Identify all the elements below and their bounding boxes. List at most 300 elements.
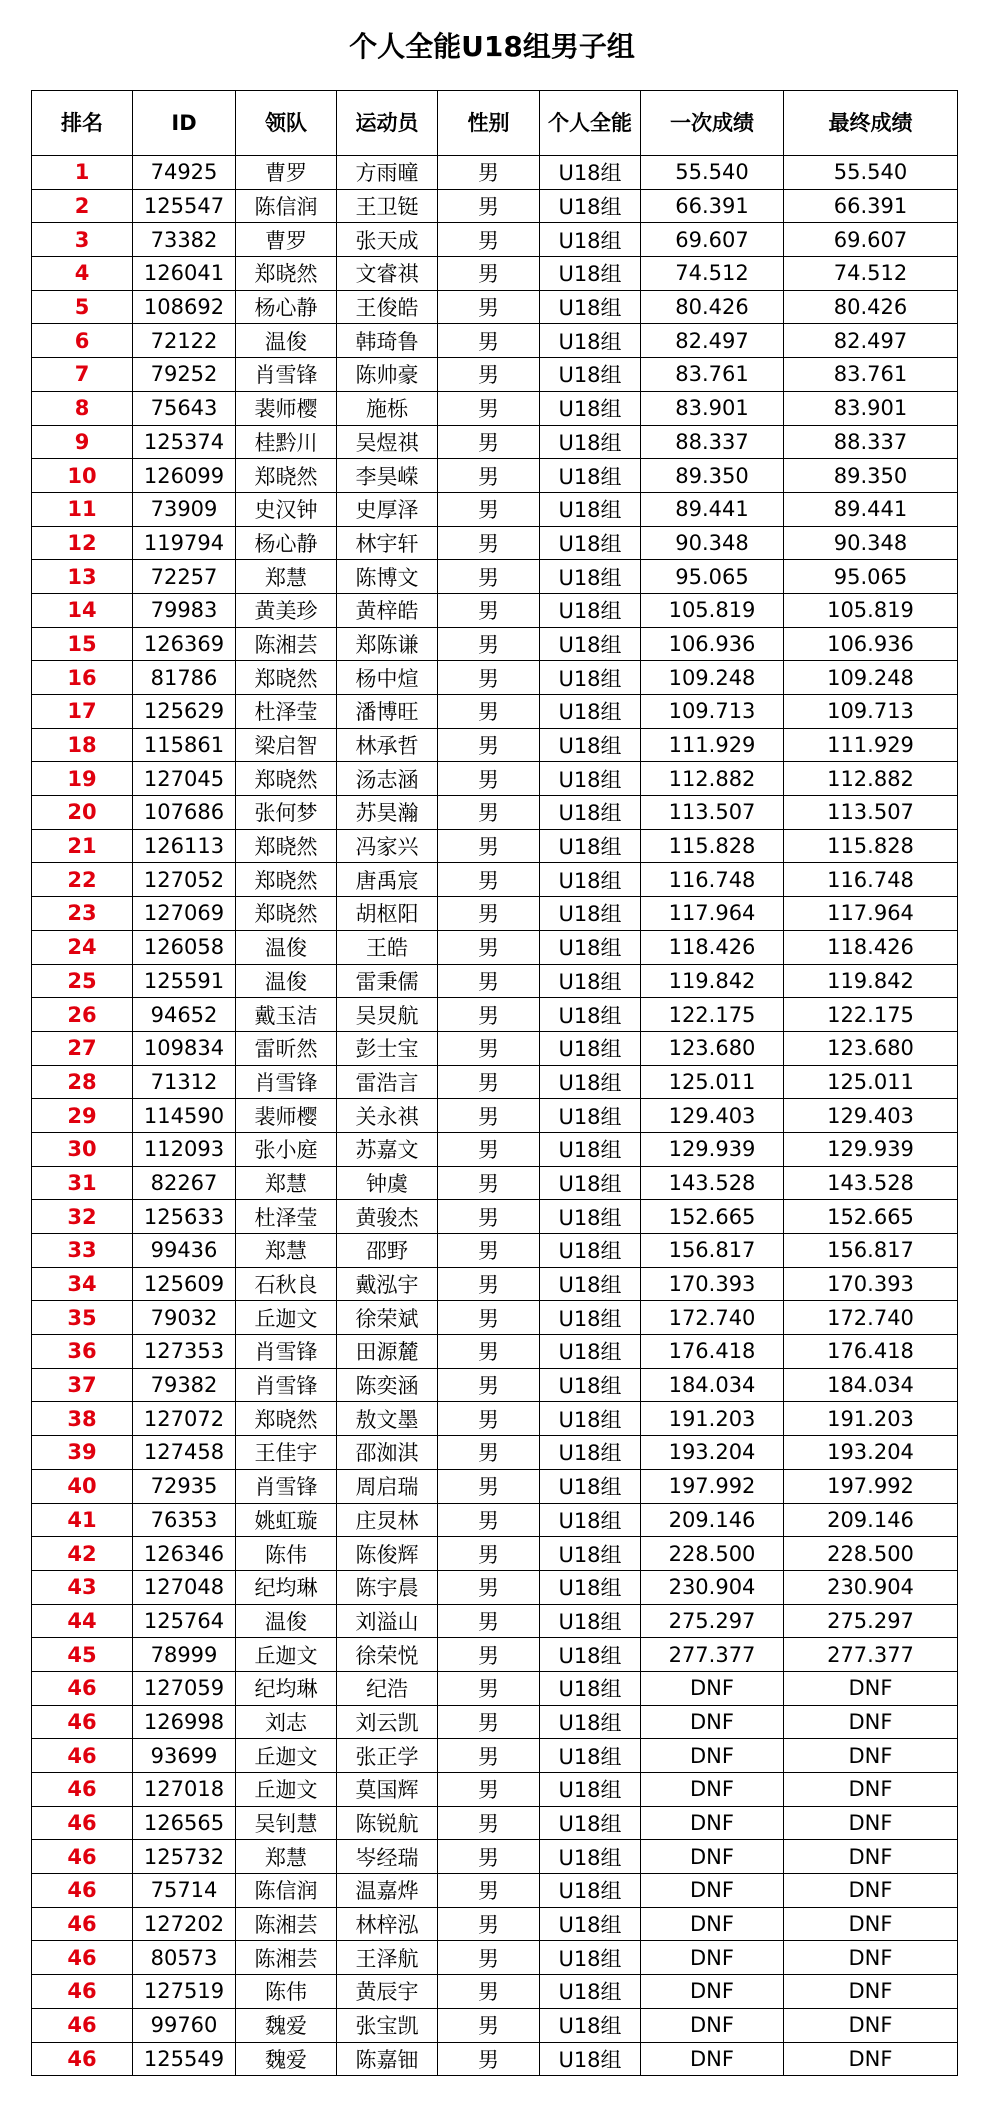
- category-cell: U18组: [540, 1368, 641, 1402]
- final-score-cell: 125.011: [784, 1065, 958, 1099]
- table-row: [32, 1773, 958, 1807]
- table-row: [32, 930, 958, 964]
- gender-cell: 男: [438, 358, 540, 392]
- leader-cell: 肖雪锋: [236, 1368, 337, 1402]
- rank-cell: 35: [32, 1301, 133, 1335]
- category-cell: U18组: [540, 189, 641, 223]
- rank-cell: 26: [32, 998, 133, 1032]
- id-cell: 125764: [133, 1604, 236, 1638]
- gender-cell: 男: [438, 1705, 540, 1739]
- id-cell: 127052: [133, 863, 236, 897]
- category-cell: U18组: [540, 1537, 641, 1571]
- table-row: [32, 156, 958, 190]
- category-cell: U18组: [540, 492, 641, 526]
- final-score-cell: 152.665: [784, 1200, 958, 1234]
- table-row: [32, 796, 958, 830]
- gender-cell: 男: [438, 1537, 540, 1571]
- id-cell: 127069: [133, 897, 236, 931]
- final-score-cell: DNF: [784, 1941, 958, 1975]
- final-score-cell: 119.842: [784, 964, 958, 998]
- table-row: [32, 1570, 958, 1604]
- rank-cell: 46: [32, 1705, 133, 1739]
- id-cell: 126113: [133, 829, 236, 863]
- id-cell: 75714: [133, 1874, 236, 1908]
- table-row: [32, 1503, 958, 1537]
- first-score-cell: 119.842: [641, 964, 784, 998]
- table-row: [32, 1267, 958, 1301]
- table-row: [32, 358, 958, 392]
- rank-cell: 14: [32, 593, 133, 627]
- final-score-cell: 123.680: [784, 1031, 958, 1065]
- rank-cell: 27: [32, 1031, 133, 1065]
- rank-cell: 46: [32, 2008, 133, 2042]
- athlete-cell: 邵野: [337, 1234, 438, 1268]
- id-cell: 94652: [133, 998, 236, 1032]
- rank-cell: 6: [32, 324, 133, 358]
- first-score-cell: DNF: [641, 2008, 784, 2042]
- leader-cell: 戴玉洁: [236, 998, 337, 1032]
- athlete-cell: 吴炅航: [337, 998, 438, 1032]
- first-score-cell: 115.828: [641, 829, 784, 863]
- rank-cell: 34: [32, 1267, 133, 1301]
- gender-cell: 男: [438, 1267, 540, 1301]
- leader-cell: 郑晓然: [236, 257, 337, 291]
- first-score-cell: 112.882: [641, 762, 784, 796]
- leader-cell: 温俊: [236, 964, 337, 998]
- id-cell: 127018: [133, 1773, 236, 1807]
- table-row: [32, 223, 958, 257]
- leader-cell: 曹罗: [236, 156, 337, 190]
- athlete-cell: 陈俊辉: [337, 1537, 438, 1571]
- leader-cell: 姚虹璇: [236, 1503, 337, 1537]
- athlete-cell: 陈宇晨: [337, 1570, 438, 1604]
- athlete-cell: 陈锐航: [337, 1806, 438, 1840]
- first-score-cell: 277.377: [641, 1638, 784, 1672]
- rank-cell: 37: [32, 1368, 133, 1402]
- id-cell: 99760: [133, 2008, 236, 2042]
- id-cell: 126565: [133, 1806, 236, 1840]
- rank-cell: 5: [32, 290, 133, 324]
- athlete-cell: 岑经瑞: [337, 1840, 438, 1874]
- final-score-cell: DNF: [784, 2042, 958, 2076]
- table-row: [32, 257, 958, 291]
- first-score-cell: 184.034: [641, 1368, 784, 1402]
- table-row: [32, 324, 958, 358]
- id-cell: 126369: [133, 627, 236, 661]
- first-score-cell: 117.964: [641, 897, 784, 931]
- final-score-cell: 122.175: [784, 998, 958, 1032]
- gender-cell: 男: [438, 290, 540, 324]
- gender-cell: 男: [438, 1065, 540, 1099]
- final-score-cell: DNF: [784, 1671, 958, 1705]
- athlete-cell: 张正学: [337, 1739, 438, 1773]
- id-cell: 114590: [133, 1099, 236, 1133]
- athlete-cell: 潘博旺: [337, 695, 438, 729]
- first-score-cell: DNF: [641, 1739, 784, 1773]
- rank-cell: 46: [32, 1739, 133, 1773]
- id-cell: 127048: [133, 1570, 236, 1604]
- gender-cell: 男: [438, 1941, 540, 1975]
- rank-cell: 46: [32, 1975, 133, 2009]
- table-row: [32, 425, 958, 459]
- first-score-cell: 129.939: [641, 1132, 784, 1166]
- first-score-cell: 123.680: [641, 1031, 784, 1065]
- table-row: [32, 1065, 958, 1099]
- leader-cell: 陈信润: [236, 189, 337, 223]
- id-cell: 76353: [133, 1503, 236, 1537]
- rank-cell: 46: [32, 1773, 133, 1807]
- leader-cell: 魏爱: [236, 2042, 337, 2076]
- category-cell: U18组: [540, 1705, 641, 1739]
- rank-cell: 41: [32, 1503, 133, 1537]
- athlete-cell: 张宝凯: [337, 2008, 438, 2042]
- final-score-cell: 143.528: [784, 1166, 958, 1200]
- leader-cell: 丘迦文: [236, 1739, 337, 1773]
- first-score-cell: 95.065: [641, 560, 784, 594]
- athlete-cell: 莫国辉: [337, 1773, 438, 1807]
- category-cell: U18组: [540, 930, 641, 964]
- id-cell: 126041: [133, 257, 236, 291]
- id-cell: 125547: [133, 189, 236, 223]
- first-score-cell: 55.540: [641, 156, 784, 190]
- table-row: [32, 728, 958, 762]
- final-score-cell: DNF: [784, 1739, 958, 1773]
- first-score-cell: 89.441: [641, 492, 784, 526]
- final-score-cell: DNF: [784, 2008, 958, 2042]
- category-cell: U18组: [540, 1031, 641, 1065]
- table-row: [32, 1874, 958, 1908]
- final-score-cell: 74.512: [784, 257, 958, 291]
- rank-cell: 4: [32, 257, 133, 291]
- id-cell: 126058: [133, 930, 236, 964]
- leader-cell: 杜泽莹: [236, 1200, 337, 1234]
- header-first-score: 一次成绩: [641, 91, 784, 156]
- table-row: [32, 2042, 958, 2076]
- athlete-cell: 陈嘉钿: [337, 2042, 438, 2076]
- id-cell: 71312: [133, 1065, 236, 1099]
- rank-cell: 22: [32, 863, 133, 897]
- final-score-cell: 109.248: [784, 661, 958, 695]
- final-score-cell: 209.146: [784, 1503, 958, 1537]
- id-cell: 119794: [133, 526, 236, 560]
- first-score-cell: 90.348: [641, 526, 784, 560]
- first-score-cell: 228.500: [641, 1537, 784, 1571]
- athlete-cell: 陈奕涵: [337, 1368, 438, 1402]
- rank-cell: 7: [32, 358, 133, 392]
- gender-cell: 男: [438, 1806, 540, 1840]
- rank-cell: 15: [32, 627, 133, 661]
- category-cell: U18组: [540, 728, 641, 762]
- rank-cell: 17: [32, 695, 133, 729]
- first-score-cell: 66.391: [641, 189, 784, 223]
- category-cell: U18组: [540, 560, 641, 594]
- final-score-cell: DNF: [784, 1975, 958, 2009]
- category-cell: U18组: [540, 627, 641, 661]
- first-score-cell: 116.748: [641, 863, 784, 897]
- leader-cell: 郑晓然: [236, 762, 337, 796]
- category-cell: U18组: [540, 1671, 641, 1705]
- id-cell: 82267: [133, 1166, 236, 1200]
- category-cell: U18组: [540, 661, 641, 695]
- athlete-cell: 王卫铤: [337, 189, 438, 223]
- gender-cell: 男: [438, 1739, 540, 1773]
- category-cell: U18组: [540, 1132, 641, 1166]
- table-row: [32, 1469, 958, 1503]
- category-cell: U18组: [540, 1907, 641, 1941]
- leader-cell: 杜泽莹: [236, 695, 337, 729]
- rank-cell: 33: [32, 1234, 133, 1268]
- id-cell: 78999: [133, 1638, 236, 1672]
- gender-cell: 男: [438, 593, 540, 627]
- rank-cell: 13: [32, 560, 133, 594]
- gender-cell: 男: [438, 1031, 540, 1065]
- gender-cell: 男: [438, 1436, 540, 1470]
- id-cell: 107686: [133, 796, 236, 830]
- table-row: [32, 189, 958, 223]
- leader-cell: 裴师樱: [236, 1099, 337, 1133]
- gender-cell: 男: [438, 1604, 540, 1638]
- athlete-cell: 方雨曈: [337, 156, 438, 190]
- athlete-cell: 刘溢山: [337, 1604, 438, 1638]
- final-score-cell: 176.418: [784, 1335, 958, 1369]
- header-row: [32, 91, 958, 156]
- athlete-cell: 苏嘉文: [337, 1132, 438, 1166]
- first-score-cell: 176.418: [641, 1335, 784, 1369]
- final-score-cell: DNF: [784, 1840, 958, 1874]
- table-row: [32, 1200, 958, 1234]
- athlete-cell: 徐荣斌: [337, 1301, 438, 1335]
- gender-cell: 男: [438, 627, 540, 661]
- table-row: [32, 1537, 958, 1571]
- first-score-cell: 118.426: [641, 930, 784, 964]
- rank-cell: 8: [32, 391, 133, 425]
- id-cell: 125549: [133, 2042, 236, 2076]
- gender-cell: 男: [438, 1234, 540, 1268]
- leader-cell: 郑晓然: [236, 661, 337, 695]
- table-row: [32, 1031, 958, 1065]
- first-score-cell: 111.929: [641, 728, 784, 762]
- athlete-cell: 陈帅豪: [337, 358, 438, 392]
- athlete-cell: 施栎: [337, 391, 438, 425]
- leader-cell: 郑慧: [236, 560, 337, 594]
- gender-cell: 男: [438, 1402, 540, 1436]
- gender-cell: 男: [438, 1200, 540, 1234]
- athlete-cell: 纪浩: [337, 1671, 438, 1705]
- category-cell: U18组: [540, 1739, 641, 1773]
- athlete-cell: 温嘉烨: [337, 1874, 438, 1908]
- gender-cell: 男: [438, 998, 540, 1032]
- gender-cell: 男: [438, 1335, 540, 1369]
- rank-cell: 24: [32, 930, 133, 964]
- athlete-cell: 黄骏杰: [337, 1200, 438, 1234]
- athlete-cell: 刘云凯: [337, 1705, 438, 1739]
- rank-cell: 20: [32, 796, 133, 830]
- id-cell: 127519: [133, 1975, 236, 2009]
- category-cell: U18组: [540, 257, 641, 291]
- gender-cell: 男: [438, 728, 540, 762]
- id-cell: 115861: [133, 728, 236, 762]
- table-row: [32, 762, 958, 796]
- leader-cell: 纪均琳: [236, 1671, 337, 1705]
- rank-cell: 38: [32, 1402, 133, 1436]
- id-cell: 73909: [133, 492, 236, 526]
- final-score-cell: 105.819: [784, 593, 958, 627]
- gender-cell: 男: [438, 1671, 540, 1705]
- first-score-cell: 82.497: [641, 324, 784, 358]
- rank-cell: 30: [32, 1132, 133, 1166]
- gender-cell: 男: [438, 526, 540, 560]
- gender-cell: 男: [438, 964, 540, 998]
- rank-cell: 32: [32, 1200, 133, 1234]
- leader-cell: 魏爱: [236, 2008, 337, 2042]
- final-score-cell: 172.740: [784, 1301, 958, 1335]
- rank-cell: 11: [32, 492, 133, 526]
- leader-cell: 陈信润: [236, 1874, 337, 1908]
- gender-cell: 男: [438, 930, 540, 964]
- table-row: [32, 1739, 958, 1773]
- gender-cell: 男: [438, 661, 540, 695]
- rank-cell: 2: [32, 189, 133, 223]
- gender-cell: 男: [438, 257, 540, 291]
- id-cell: 109834: [133, 1031, 236, 1065]
- gender-cell: 男: [438, 863, 540, 897]
- category-cell: U18组: [540, 223, 641, 257]
- rank-cell: 42: [32, 1537, 133, 1571]
- leader-cell: 温俊: [236, 1604, 337, 1638]
- gender-cell: 男: [438, 897, 540, 931]
- first-score-cell: DNF: [641, 2042, 784, 2076]
- athlete-cell: 汤志涵: [337, 762, 438, 796]
- id-cell: 79382: [133, 1368, 236, 1402]
- final-score-cell: 82.497: [784, 324, 958, 358]
- category-cell: U18组: [540, 762, 641, 796]
- category-cell: U18组: [540, 593, 641, 627]
- rank-cell: 31: [32, 1166, 133, 1200]
- final-score-cell: 109.713: [784, 695, 958, 729]
- category-cell: U18组: [540, 1166, 641, 1200]
- athlete-cell: 田源麓: [337, 1335, 438, 1369]
- category-cell: U18组: [540, 2008, 641, 2042]
- athlete-cell: 戴泓宇: [337, 1267, 438, 1301]
- rank-cell: 36: [32, 1335, 133, 1369]
- rank-cell: 46: [32, 1874, 133, 1908]
- athlete-cell: 邵洳淇: [337, 1436, 438, 1470]
- final-score-cell: 193.204: [784, 1436, 958, 1470]
- leader-cell: 杨心静: [236, 290, 337, 324]
- gender-cell: 男: [438, 762, 540, 796]
- athlete-cell: 林梓泓: [337, 1907, 438, 1941]
- leader-cell: 张何梦: [236, 796, 337, 830]
- first-score-cell: 122.175: [641, 998, 784, 1032]
- first-score-cell: 88.337: [641, 425, 784, 459]
- first-score-cell: DNF: [641, 1975, 784, 2009]
- leader-cell: 肖雪锋: [236, 1469, 337, 1503]
- leader-cell: 郑晓然: [236, 863, 337, 897]
- athlete-cell: 韩琦鲁: [337, 324, 438, 358]
- rank-cell: 29: [32, 1099, 133, 1133]
- category-cell: U18组: [540, 1065, 641, 1099]
- gender-cell: 男: [438, 1570, 540, 1604]
- category-cell: U18组: [540, 1604, 641, 1638]
- id-cell: 125629: [133, 695, 236, 729]
- table-row: [32, 1368, 958, 1402]
- first-score-cell: DNF: [641, 1874, 784, 1908]
- table-row: [32, 492, 958, 526]
- leader-cell: 丘迦文: [236, 1301, 337, 1335]
- rank-cell: 25: [32, 964, 133, 998]
- id-cell: 127458: [133, 1436, 236, 1470]
- rank-cell: 46: [32, 1840, 133, 1874]
- final-score-cell: DNF: [784, 1907, 958, 1941]
- first-score-cell: DNF: [641, 1840, 784, 1874]
- table-row: [32, 2008, 958, 2042]
- athlete-cell: 彭士宝: [337, 1031, 438, 1065]
- gender-cell: 男: [438, 391, 540, 425]
- final-score-cell: 197.992: [784, 1469, 958, 1503]
- id-cell: 125633: [133, 1200, 236, 1234]
- gender-cell: 男: [438, 695, 540, 729]
- leader-cell: 丘迦文: [236, 1638, 337, 1672]
- leader-cell: 桂黔川: [236, 425, 337, 459]
- category-cell: U18组: [540, 425, 641, 459]
- id-cell: 127059: [133, 1671, 236, 1705]
- header-rank: 排名: [32, 91, 133, 156]
- rank-cell: 9: [32, 425, 133, 459]
- header-category: 个人全能: [540, 91, 641, 156]
- rank-cell: 28: [32, 1065, 133, 1099]
- rank-cell: 21: [32, 829, 133, 863]
- id-cell: 75643: [133, 391, 236, 425]
- category-cell: U18组: [540, 1402, 641, 1436]
- final-score-cell: 88.337: [784, 425, 958, 459]
- rank-cell: 45: [32, 1638, 133, 1672]
- category-cell: U18组: [540, 324, 641, 358]
- first-score-cell: 129.403: [641, 1099, 784, 1133]
- final-score-cell: 117.964: [784, 897, 958, 931]
- gender-cell: 男: [438, 1132, 540, 1166]
- first-score-cell: 83.761: [641, 358, 784, 392]
- gender-cell: 男: [438, 1166, 540, 1200]
- category-cell: U18组: [540, 1638, 641, 1672]
- athlete-cell: 王泽航: [337, 1941, 438, 1975]
- id-cell: 126099: [133, 459, 236, 493]
- athlete-cell: 敖文墨: [337, 1402, 438, 1436]
- gender-cell: 男: [438, 223, 540, 257]
- table-row: [32, 863, 958, 897]
- table-row: [32, 695, 958, 729]
- gender-cell: 男: [438, 1638, 540, 1672]
- first-score-cell: 152.665: [641, 1200, 784, 1234]
- athlete-cell: 史厚泽: [337, 492, 438, 526]
- category-cell: U18组: [540, 998, 641, 1032]
- rank-cell: 40: [32, 1469, 133, 1503]
- gender-cell: 男: [438, 1773, 540, 1807]
- category-cell: U18组: [540, 1874, 641, 1908]
- category-cell: U18组: [540, 1301, 641, 1335]
- table-row: [32, 1402, 958, 1436]
- first-score-cell: 125.011: [641, 1065, 784, 1099]
- table-row: [32, 526, 958, 560]
- final-score-cell: 55.540: [784, 156, 958, 190]
- id-cell: 108692: [133, 290, 236, 324]
- gender-cell: 男: [438, 189, 540, 223]
- id-cell: 127072: [133, 1402, 236, 1436]
- table-row: [32, 1604, 958, 1638]
- leader-cell: 张小庭: [236, 1132, 337, 1166]
- final-score-cell: 69.607: [784, 223, 958, 257]
- table-row: [32, 1806, 958, 1840]
- rank-cell: 18: [32, 728, 133, 762]
